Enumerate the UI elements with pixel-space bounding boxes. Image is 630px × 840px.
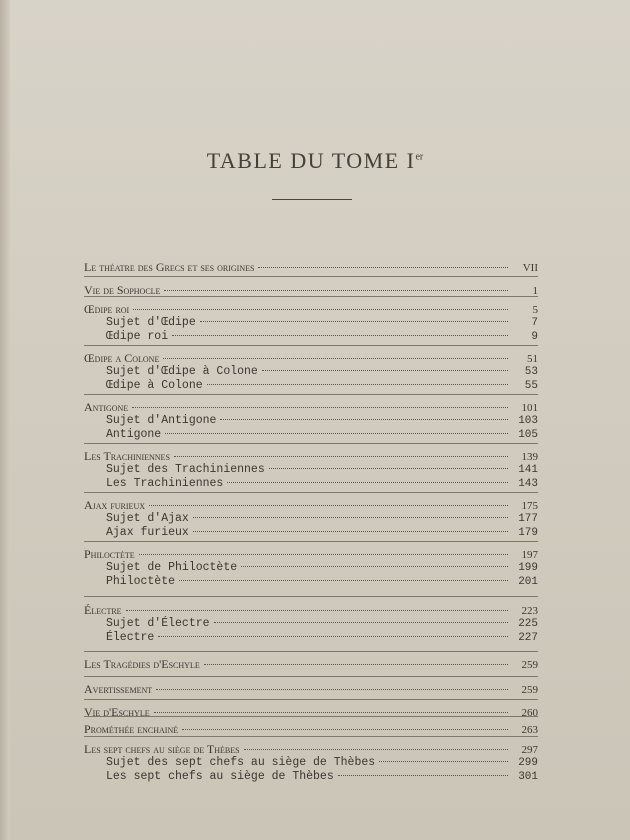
toc-page-number: VII [522, 262, 538, 274]
toc-page-number: 259 [521, 659, 538, 671]
toc-subentry [106, 524, 538, 542]
toc-entry-label: Les Trachiniennes [106, 477, 224, 490]
dot-leader [156, 689, 508, 690]
toc-subentry [106, 377, 538, 395]
dot-leader [182, 729, 508, 730]
dot-leader [207, 384, 508, 385]
toc-entry-label: Avertissement [84, 682, 153, 696]
dot-leader [154, 712, 508, 713]
toc-entry-label: Vie d'Eschyle [84, 705, 150, 719]
toc-entry-label: Sujet d'Antigone [106, 414, 217, 427]
toc-page-number: 179 [518, 527, 538, 539]
toc-entry-label: Ajax furieux [84, 498, 146, 512]
dot-leader [258, 267, 508, 268]
toc-entry-label: Philoctète [84, 547, 135, 561]
toc-entry [84, 281, 538, 299]
toc-entry-label: Les Trachiniennes [84, 449, 170, 463]
toc-subentry [106, 768, 538, 786]
dot-leader [193, 517, 508, 518]
toc-page-number: 259 [521, 684, 538, 696]
toc-entry-label: Vie de Sophocle [84, 283, 161, 297]
dot-leader [204, 664, 508, 665]
dot-leader [338, 775, 508, 776]
toc-page-number: 53 [524, 366, 538, 378]
toc-entry-label: Sujet de Philoctète [106, 561, 238, 574]
toc-page-number: 55 [524, 380, 538, 392]
toc-page-number: 199 [518, 562, 538, 574]
dot-leader [158, 636, 508, 637]
section-separator [84, 596, 538, 597]
toc-page-number: 225 [518, 618, 538, 630]
toc-entry-label: Œdipe roi [84, 302, 130, 316]
toc-page-number: 260 [521, 707, 538, 719]
toc-entry-label: Sujet d'Œdipe [106, 316, 196, 329]
toc-page-number: 175 [521, 500, 538, 512]
toc-entry [84, 655, 538, 673]
toc-page-number: 51 [527, 353, 538, 365]
toc-page-number: 201 [518, 576, 538, 588]
toc-subentry [106, 475, 538, 493]
dot-leader [269, 468, 508, 469]
page-title-superscript: er [415, 151, 424, 163]
dot-leader [200, 321, 508, 322]
toc-entry-label: Sujet d'Ajax [106, 512, 189, 525]
dot-leader [220, 419, 508, 420]
dot-leader [241, 566, 508, 567]
toc-page-number: 139 [521, 451, 538, 463]
toc-page-number: 141 [518, 464, 538, 476]
toc-entry-label: Sujet d'Œdipe à Colone [106, 365, 258, 378]
toc-entry-label: Antigone [106, 428, 162, 441]
toc-entry-label: Électre [106, 631, 155, 644]
section-separator [84, 651, 538, 652]
toc-subentry [106, 629, 538, 647]
dot-leader [149, 505, 508, 506]
toc-entry-label: Ajax furieux [106, 526, 189, 539]
toc-page-number: 143 [518, 478, 538, 490]
toc-page-number: 197 [521, 549, 538, 561]
toc-entry [84, 720, 538, 738]
toc-entry-label: Sujet des sept chefs au siège de Thèbes [106, 756, 376, 769]
page-title-text: TABLE DU TOME I [206, 148, 416, 173]
toc-entry-label: Électre [84, 603, 122, 617]
section-separator [84, 276, 538, 277]
toc-entry-label: Le théatre des Grecs et ses origines [84, 260, 255, 274]
dot-leader [133, 309, 508, 310]
toc-page-number: 177 [518, 513, 538, 525]
toc-page-number: 101 [521, 402, 538, 414]
toc-entry-label: Sujet des Trachiniennes [106, 463, 265, 476]
toc-entry-label: Œdipe roi [106, 330, 169, 343]
dot-leader [165, 433, 508, 434]
toc-page-number: 263 [521, 724, 538, 736]
dot-leader [379, 761, 508, 762]
dot-leader [214, 622, 508, 623]
dot-leader [172, 335, 508, 336]
toc-entry [84, 703, 538, 721]
toc-page-number: 105 [518, 429, 538, 441]
toc-page-number: 227 [518, 632, 538, 644]
dot-leader [244, 749, 508, 750]
section-separator [84, 676, 538, 677]
dot-leader [179, 580, 508, 581]
dot-leader [163, 358, 508, 359]
toc-subentry [106, 426, 538, 444]
toc-entry-label: Œdipe à Colone [106, 379, 203, 392]
toc-entry-label: Philoctète [106, 575, 176, 588]
dot-leader [174, 456, 508, 457]
dot-leader [126, 610, 508, 611]
section-separator [84, 699, 538, 700]
toc-page-number: 7 [531, 317, 538, 329]
toc-page-number: 299 [518, 757, 538, 769]
dot-leader [132, 407, 508, 408]
dot-leader [262, 370, 508, 371]
toc-page-number: 301 [518, 771, 538, 783]
toc-page-number: 297 [521, 744, 538, 756]
toc-entry-label: Les sept chefs au siège de Thèbes [106, 770, 334, 783]
toc-page-number: 1 [532, 285, 538, 297]
toc-entry-label: Les sept chefs au siège de Thèbes [84, 742, 240, 756]
toc-entry [84, 680, 538, 698]
toc-page-number: 9 [531, 331, 538, 343]
dot-leader [227, 482, 508, 483]
toc-entry-label: Prométhée enchainé [84, 722, 179, 736]
toc-page-number: 5 [532, 304, 538, 316]
toc-subentry [106, 573, 538, 591]
toc-entry-label: Antigone [84, 400, 129, 414]
toc-page-number: 223 [521, 605, 538, 617]
dot-leader [139, 554, 508, 555]
toc-entry-label: Sujet d'Électre [106, 617, 210, 630]
dot-leader [164, 290, 508, 291]
toc-page-number: 103 [518, 415, 538, 427]
toc-entry-label: Les Tragédies d'Eschyle [84, 657, 200, 671]
toc-entry [84, 258, 538, 276]
toc-subentry [106, 328, 538, 346]
toc-entry-label: Œdipe a Colone [84, 351, 160, 365]
dot-leader [193, 531, 508, 532]
